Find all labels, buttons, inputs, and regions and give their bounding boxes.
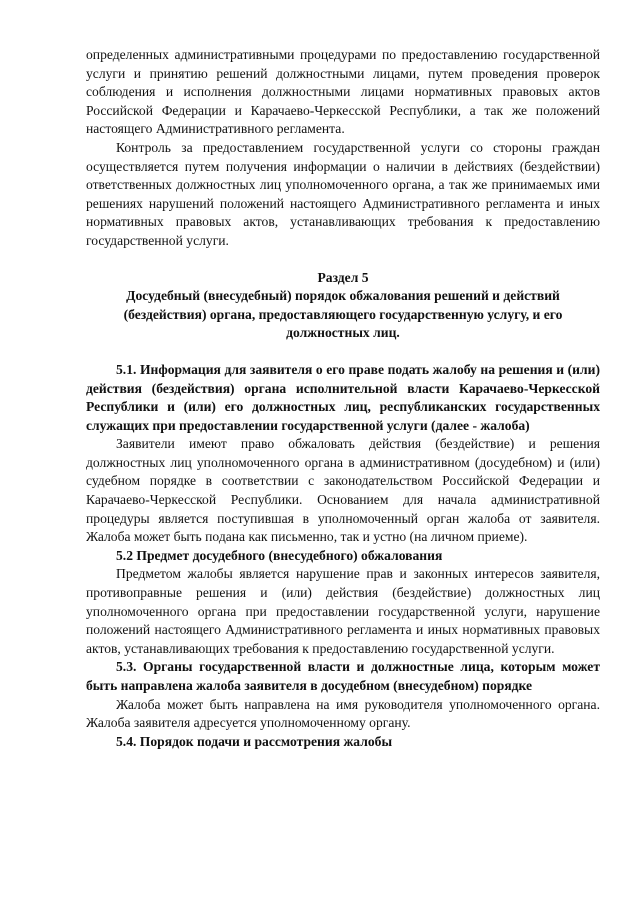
subsection-5-2-heading: 5.2 Предмет досудебного (внесудебного) обжалования	[116, 547, 443, 563]
document-body	[86, 46, 600, 751]
subsection-5-3-text: Жалоба может быть направлена на имя руководителя уполномоченного органа. Жалоба заявителя адресуется уполномоченному органу.	[86, 696, 600, 731]
subsection-5-1-text: Заявители имеют право обжаловать действия (бездействие) и решения должностных лиц уполномоченного органа в административном (досудебном) и (или) судебном порядке в соответствии с законодательством Российской Федерации и Карачаево-Черкесской Республики. Основанием для начала административной процедуры является поступившая в уполномоченный орган жалоба от заявителя. Жалоба может быть подана как письменно, так и устно (на личном приеме).	[86, 436, 600, 545]
section-number: Раздел 5	[317, 269, 369, 285]
subsection-5-4-heading: 5.4. Порядок подачи и рассмотрения жалобы	[116, 733, 393, 749]
subsection-5-2-text: Предметом жалобы является нарушение прав и законных интересов заявителя, противоправные решения и (или) действия (бездействие) должностных лиц уполномоченного органа при предоставлении государственной услуги, нарушение положений настоящего Административного регламента и иных нормативных правовых актов, устанавливающих требования к предоставлению государственной услуги.	[86, 566, 600, 656]
paragraph-citizen-control: Контроль за предоставлением государственной услуги со стороны граждан осуществляется путем получения информации о наличии в действиях (бездействии) ответственных должностных лиц уполномоченного органа, а так же принимаемых ими решениях нарушений положений настоящего Административного регламента и иных нормативных правовых актов, устанавливающих требования к предоставлению государственной услуги.	[86, 139, 600, 248]
subsection-5-3-heading: 5.3. Органы государственной власти и должностные лица, которым может быть направлена жалоба заявителя в досудебном (внесудебном) порядке	[86, 659, 600, 693]
section-title: Досудебный (внесудебный) порядок обжалования решений и действий (бездействия) органа, предоставляющего государственную услугу, и его должностных лиц.	[123, 288, 563, 341]
subsection-5-1-heading: 5.1. Информация для заявителя о его праве подать жалобу на решения и (или) действия (бездействия) органа исполнительной власти Карачаево-Черкесской Республики и (или) его должностных лиц, республиканских государственных служащих при предоставлении государственной услуги (далее - жалоба)	[86, 361, 600, 433]
paragraph-control-procedures: определенных административными процедурами по предоставлению государственной услуги и принятию решений должностными лицами, путем проведения проверок соблюдения и исполнения должностными лицами нормативных правовых актов Российской Федерации и Карачаево-Черкесской Республики, а так же положений настоящего Административного регламента.	[86, 47, 600, 137]
